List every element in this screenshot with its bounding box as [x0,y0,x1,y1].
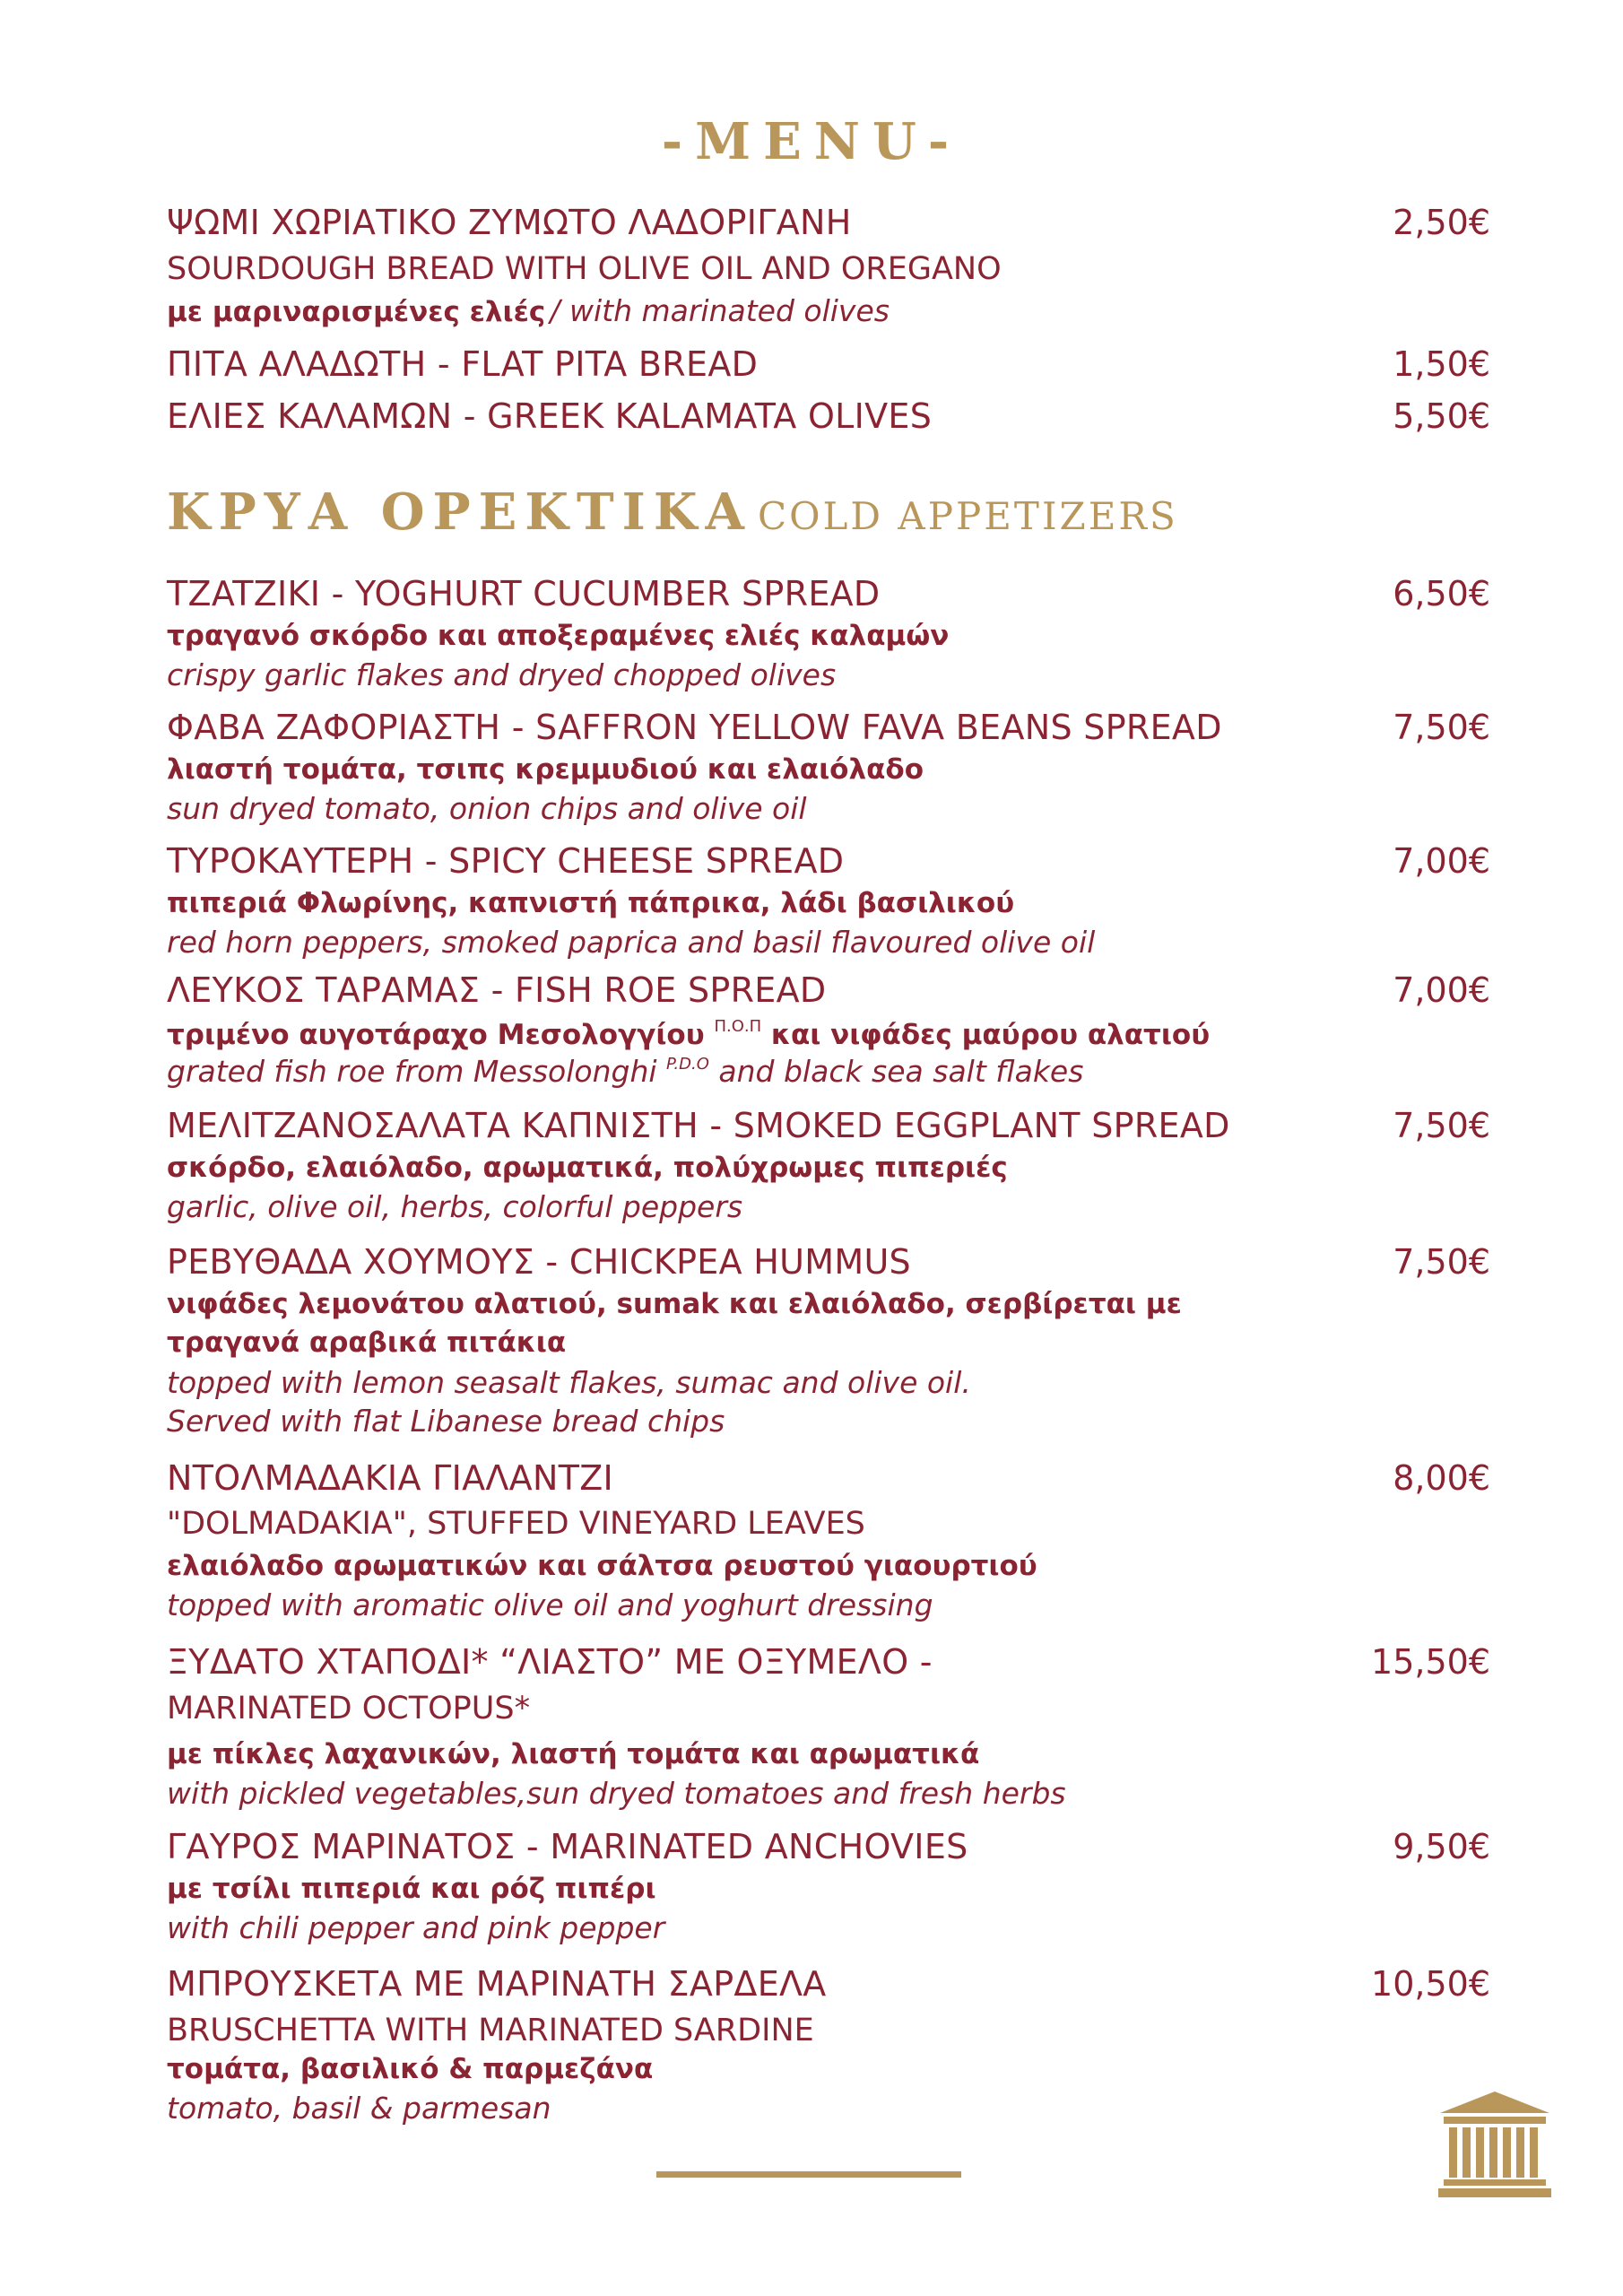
description-english-part: grated fish roe from Messolonghi [167,1054,657,1089]
item-price: 5,50€ [1393,396,1490,436]
temple-icon [1438,2090,1551,2199]
description-greek: λιαστή τομάτα, τσιπς κρεμμυδιού και ελαιόλαδο [167,753,924,786]
pdo-mark: Π.Ο.Π [714,1017,762,1036]
description-greek: νιφάδες λεμονάτου αλατιού, sumak και ελαιόλαδο, σερβίρεται με [167,1288,1182,1320]
section-title-english: COLD APPETIZERS [757,494,1178,538]
description-greek: ελαιόλαδο αρωματικών και σάλτσα ρευστού γιαουρτιού [167,1550,1037,1582]
description-greek: με τσίλι πιπεριά και ρόζ πιπέρι [167,1873,656,1905]
item-name: ΕΛΙΕΣ ΚΑΛΑΜΩΝ - GREEK KALAMATA OLIVES [167,396,933,436]
item-price: 8,00€ [1393,1458,1490,1498]
description-greek: τομάτα, βασιλικό & παρμεζάνα [167,2053,654,2085]
description-english: sun dryed tomato, onion chips and olive oil [167,791,807,826]
description-english: with pickled vegetables,sun dryed tomatoes and fresh herbs [167,1776,1066,1811]
item-subname: BRUSCHETTA WITH MARINATED SARDINE [167,2013,814,2048]
description-greek [167,1019,1210,1049]
description-greek: με πίκλες λαχανικών, λιαστή τομάτα και αρωματικά [167,1738,980,1770]
item-price: 7,50€ [1393,1242,1490,1282]
item-price: 10,50€ [1371,1964,1490,2004]
section-title [167,483,1178,542]
item-subname: "DOLMADAKIA", STUFFED VINEYARD LEAVES [167,1506,865,1542]
item-name: ΓΑΥΡΟΣ ΜΑΡΙΝΑΤΟΣ - MARINATED ANCHOVIES [167,1827,968,1866]
pdo-mark: P.D.O [666,1055,709,1074]
item-price: 7,00€ [1393,841,1490,881]
item-subname: SOURDOUGH BREAD WITH OLIVE OIL AND OREGANO [167,251,1002,287]
item-name: ΛΕΥΚΟΣ ΤΑΡΑΜΑΣ - FISH ROE SPREAD [167,970,827,1010]
description-greek-part: τριμένο αυγοτάραχο Μεσολογγίου [167,1019,705,1051]
description-greek: τραγανά αραβικά πιτάκια [167,1326,567,1359]
description-greek: τραγανό σκόρδο και αποξεραμένες ελιές καλαμών [167,620,950,652]
item-name: ΦΑΒΑ ΖΑΦΟΡΙΑΣΤΗ - SAFFRON YELLOW FAVA BEANS SPREAD [167,708,1222,747]
description-english: red horn peppers, smoked paprica and basil flavoured olive oil [167,925,1096,960]
item-subname: MARINATED OCTOPUS* [167,1691,531,1726]
item-price: 6,50€ [1393,574,1490,613]
description-english: tomato, basil & parmesan [167,2091,551,2126]
item-name: ΡΕΒΥΘΑΔΑ ΧΟΥΜΟΥΣ - CHICKPEA HUMMUS [167,1242,911,1282]
item-name: ΞΥΔΑΤΟ ΧΤΑΠΟΔΙ* “ΛΙΑΣΤΟ” ΜΕ ΟΞΥΜΕΛΟ - [167,1642,933,1682]
item-description [167,293,890,328]
description-english: topped with lemon seasalt flakes, sumac and olive oil. [167,1365,971,1400]
item-name: ΜΠΡΟΥΣΚΕΤΑ ΜΕ ΜΑΡΙΝΑΤΗ ΣΑΡΔΕΛΑ [167,1964,827,2004]
item-name: ΜΕΛΙΤΖΑΝΟΣΑΛΑΤΑ ΚΑΠΝΙΣΤΗ - SMOKED EGGPLANT SPREAD [167,1106,1230,1145]
description-english: with chili pepper and pink pepper [167,1910,665,1945]
item-price: 7,50€ [1393,1106,1490,1145]
description-english: topped with aromatic olive oil and yoghurt dressing [167,1587,933,1622]
item-name: TZATZIKI - YOGHURT CUCUMBER SPREAD [167,574,881,613]
item-name: ΨΩΜΙ ΧΩΡΙΑΤΙΚΟ ΖΥΜΩΤΟ ΛΑΔΟΡΙΓΑΝΗ [167,203,852,242]
description-greek: πιπεριά Φλωρίνης, καπνιστή πάπρικα, λάδι βασιλικού [167,887,1015,919]
description-greek: με μαριναρισμένες ελιές [167,296,546,328]
item-name: ΠΙΤΑ ΑΛΑΔΩΤΗ - FLAT PITA BREAD [167,344,759,384]
item-name: ΤΥΡΟΚΑΥΤΕΡΗ - SPICY CHEESE SPREAD [167,841,845,881]
description-greek: σκόρδο, ελαιόλαδο, αρωματικά, πολύχρωμες πιπεριές [167,1152,1008,1184]
description-english: crispy garlic flakes and dryed chopped olives [167,657,837,692]
item-price: 9,50€ [1393,1827,1490,1866]
item-price: 15,50€ [1371,1642,1490,1682]
section-title-greek: ΚΡΥΑ ΟΡΕΚΤΙΚΑ [167,483,752,542]
item-price: 7,50€ [1393,708,1490,747]
description-greek-part: και νιφάδες μαύρου αλατιού [770,1019,1211,1051]
item-name: ΝΤΟΛΜΑΔΑΚΙΑ ΓΙΑΛΑΝΤΖΙ [167,1458,614,1498]
description-english-part: and black sea salt flakes [718,1054,1084,1089]
menu-title: -MENU- [661,112,962,171]
description-english: garlic, olive oil, herbs, colorful peppers [167,1189,743,1224]
description-english: Served with flat Libanese bread chips [167,1404,725,1439]
item-price: 7,00€ [1393,970,1490,1010]
item-price: 2,50€ [1393,203,1490,242]
footer-divider [656,2171,961,2178]
description-english: / with marinated olives [550,293,890,328]
item-price: 1,50€ [1393,344,1490,384]
description-english [167,1054,1084,1089]
